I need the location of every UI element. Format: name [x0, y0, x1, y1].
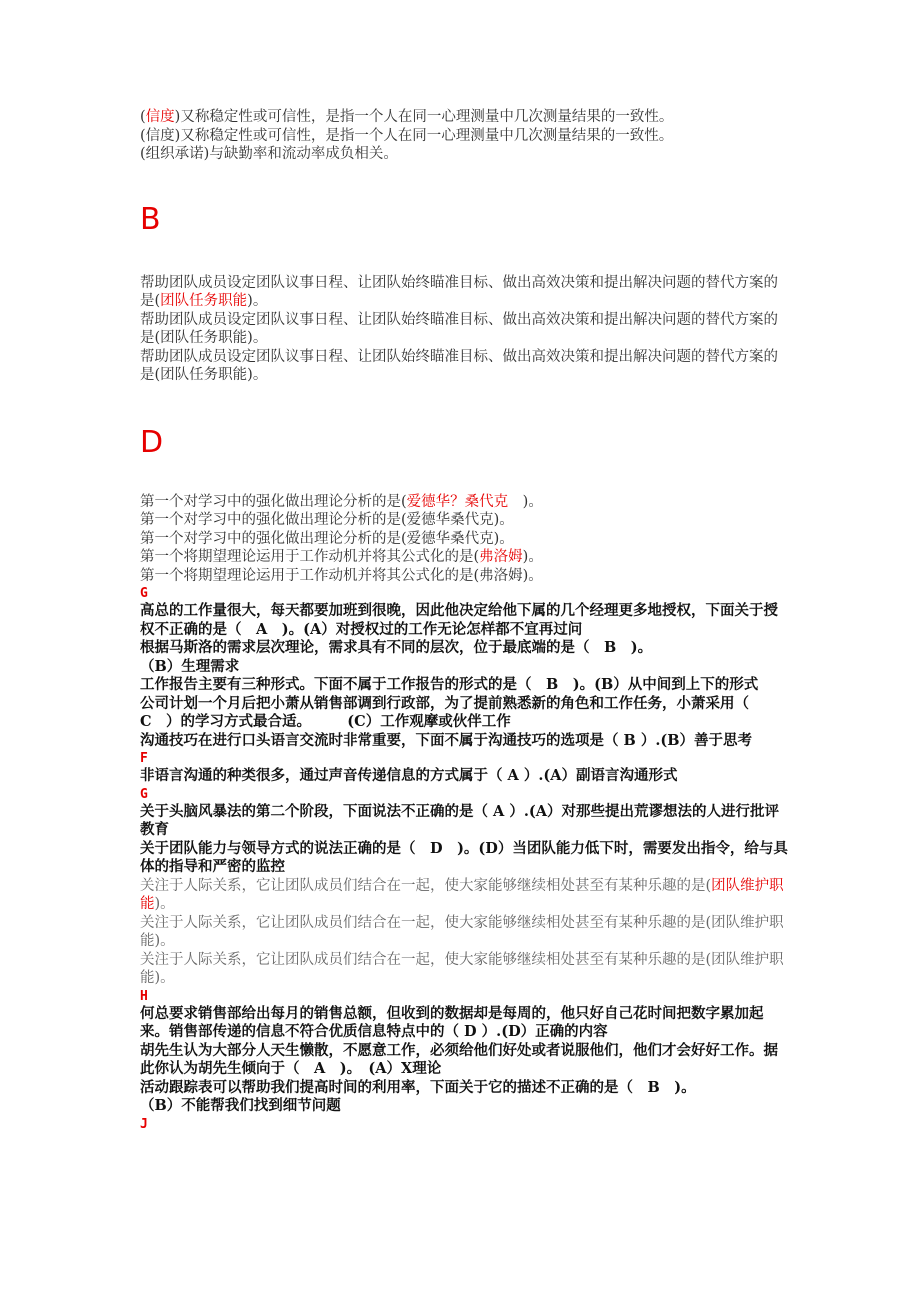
- question: 活动跟踪表可以帮助我们提高时间的利用率，下面关于它的描述不正确的是（ B )。: [140, 1078, 696, 1096]
- text-run: 关注于人际关系，它让团队成员们结合在一起，使大家能够继续相处甚至有某种乐趣的是(: [140, 877, 712, 894]
- text-run: )。: [522, 549, 543, 565]
- question: 关于团队能力与领导方式的说法正确的是（ D )。(D）当团队能力低下时，需要发出指令，给与具体的指导和严密的监控: [140, 839, 788, 875]
- text-run: )。: [508, 493, 543, 510]
- question: 何总要求销售部给出每月的销售总额，但收到的数据却是每周的，他只好自己花时间把数字累加起来。销售部传递的信息不符合优质信息特点中的（ D ）.(D）正确的内容: [140, 1004, 764, 1040]
- section-f: [140, 767, 790, 786]
- text-run: )又称稳定性或可信性，是指一个人在同一心理测量中几次测量结果的一致性。: [174, 109, 674, 125]
- section-xin: [140, 108, 790, 164]
- section-letter-h: H: [140, 988, 148, 1004]
- section-letter-d: D: [140, 424, 164, 460]
- text-line: [140, 108, 790, 127]
- answer: （B）生理需求: [140, 657, 240, 675]
- highlight-answer: 团队维护职能: [140, 877, 784, 912]
- section-g: [140, 602, 790, 750]
- text-paragraph: [140, 274, 790, 311]
- question: 根据马斯洛的需求层次理论，需求具有不同的层次，位于最底端的是（ B )。: [140, 639, 653, 656]
- section-letter-j: J: [140, 1116, 148, 1132]
- text-line: [140, 548, 790, 567]
- answer: （B）不能帮我们找到细节问题: [140, 1097, 341, 1114]
- highlight-answer: 团队任务职能: [160, 293, 248, 309]
- highlight-answer: 爱德华？桑代克: [406, 493, 509, 510]
- section-letter-g-2: G: [140, 786, 148, 802]
- highlight-answer: 信度: [145, 109, 175, 125]
- section-letter-b: B: [140, 201, 161, 237]
- text-line: (信度)又称稳定性或可信性，是指一个人在同一心理测量中几次测量结果的一致性。: [140, 127, 674, 144]
- question: 工作报告主要有三种形式。下面不属于工作报告的形式的是（ B )。(B）从中间到上下的形式: [140, 676, 759, 693]
- document-page: [140, 108, 790, 1133]
- question: 沟通技巧在进行口头语言交流时非常重要，下面不属于沟通技巧的选项是（ B ）.(B）善于思考: [140, 731, 753, 749]
- text-line: 第一个将期望理论运用于工作动机并将其公式化的是(弗洛姆)。: [140, 567, 543, 584]
- section-g-2: [140, 803, 790, 988]
- text-paragraph: 帮助团队成员设定团队议事日程、让团队始终瞄准目标、做出高效决策和提出解决问题的替代方案的是(团队任务职能)。: [140, 311, 778, 346]
- question: 关于头脑风暴法的第二个阶段，下面说法不正确的是（ A ）.(A）对那些提出荒谬想法的人进行批评教育: [140, 802, 780, 838]
- question: 非语言沟通的种类很多，通过声音传递信息的方式属于（ A ）.(A）副语言沟通形式: [140, 767, 678, 784]
- text-line: 第一个对学习中的强化做出理论分析的是(爱德华桑代克)。: [140, 530, 514, 547]
- text-paragraph: 帮助团队成员设定团队议事日程、让团队始终瞄准目标、做出高效决策和提出解决问题的替代方案的是(团队任务职能)。: [140, 348, 778, 383]
- highlight-answer: 弗洛姆: [479, 549, 523, 565]
- section-letter-g: G: [140, 586, 148, 601]
- text-run: )。: [154, 896, 175, 912]
- text-run: )。: [247, 293, 268, 309]
- section-letter-f: F: [140, 751, 148, 766]
- text-line: [140, 493, 790, 512]
- text-run: 帮助团队成员设定团队议事日程、让团队始终瞄准目标、做出高效决策和提出解决问题的替代方案的是(: [140, 274, 778, 309]
- section-h: [140, 1005, 790, 1116]
- question: 高总的工作量很大，每天都要加班到很晚，因此他决定给他下属的几个经理更多地授权，下面关于授权不正确的是（ A )。(A）对授权过的工作无论怎样都不宜再过问: [140, 602, 778, 638]
- question: 胡先生认为大部分人天生懒散，不愿意工作，必须给他们好处或者说服他们，他们才会好好工作。据此你认为胡先生倾向于（ A )。 (A）X理论: [140, 1041, 778, 1077]
- text-line: 第一个对学习中的强化做出理论分析的是(爱德华桑代克)。: [140, 512, 514, 528]
- text-paragraph: 关注于人际关系，它让团队成员们结合在一起，使大家能够继续相处甚至有某种乐趣的是(团队维护职能)。: [140, 914, 784, 949]
- text-run: 第一个将期望理论运用于工作动机并将其公式化的是(: [140, 549, 480, 565]
- section-b: [140, 274, 790, 385]
- text-paragraph: [140, 877, 790, 914]
- section-d: [140, 493, 790, 586]
- text-paragraph: 关注于人际关系，它让团队成员们结合在一起，使大家能够继续相处甚至有某种乐趣的是(团队维护职能)。: [140, 951, 784, 986]
- question: 公司计划一个月后把小萧从销售部调到行政部，为了提前熟悉新的角色和工作任务，小萧采用（ C ）的学习方式最合适。 (C）工作观摩或伙伴工作: [140, 694, 764, 730]
- text-run: (: [140, 109, 146, 125]
- text-line: (组织承诺)与缺勤率和流动率成负相关。: [140, 146, 398, 162]
- text-run: 第一个对学习中的强化做出理论分析的是(: [140, 493, 407, 510]
